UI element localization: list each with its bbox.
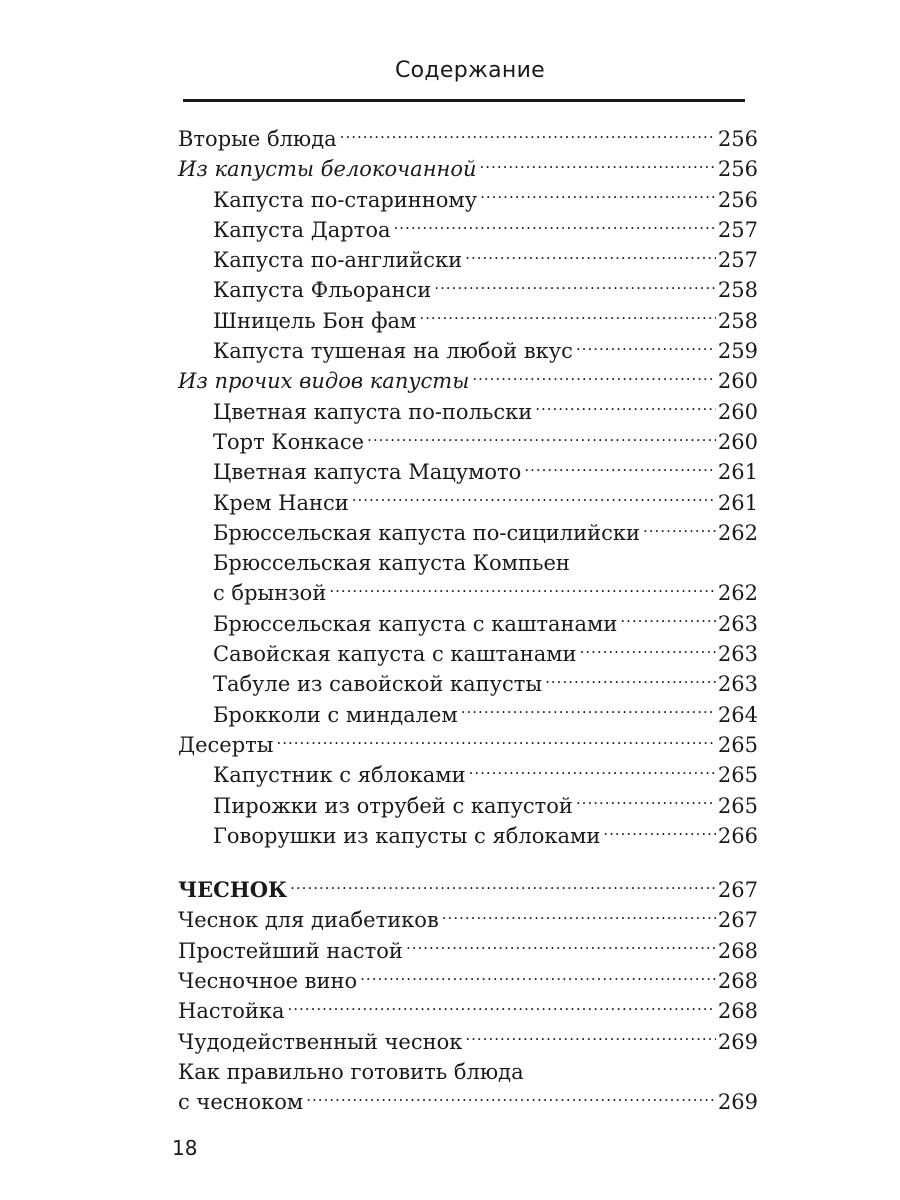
toc-leader-dots <box>442 906 716 927</box>
toc-entry-page: 257 <box>717 248 758 273</box>
toc-entry-page: 269 <box>717 1090 758 1115</box>
toc-leader-dots <box>480 186 716 207</box>
toc-entry <box>178 1027 758 1057</box>
toc-entry <box>178 936 758 966</box>
toc-entry-title: Шницель Бон фам <box>213 308 417 333</box>
toc-entry-title: Цветная капуста по-польски <box>213 399 533 424</box>
toc-leader-dots <box>288 997 716 1018</box>
toc-entry <box>178 1087 758 1117</box>
toc-entry-page: 256 <box>717 127 758 151</box>
toc-entry-title: Брюссельская капуста по-сицилийски <box>213 520 640 545</box>
toc-leader-dots <box>620 610 716 631</box>
toc-entry-page: 268 <box>717 969 758 994</box>
toc-entry-title: Капуста тушеная на любой вкус <box>213 339 573 364</box>
toc-entry <box>178 336 758 366</box>
toc-leader-dots <box>360 967 716 988</box>
toc-leader-dots <box>290 876 716 897</box>
toc-leader-dots <box>465 1028 716 1049</box>
toc-entry-page: 257 <box>717 217 758 242</box>
toc-entry <box>178 275 758 305</box>
toc-leader-dots <box>329 579 716 600</box>
toc-entry <box>178 639 758 669</box>
toc-leader-dots <box>643 519 716 540</box>
toc-leader-dots <box>576 792 716 813</box>
toc-entry <box>178 966 758 996</box>
toc-entry-page: 261 <box>717 490 758 515</box>
toc-entry-page: 268 <box>717 999 758 1024</box>
toc-entry <box>178 245 758 275</box>
toc-leader-dots <box>406 937 716 958</box>
toc-entry-title: Торт Конкасе <box>213 429 365 454</box>
toc-entry <box>178 996 758 1026</box>
toc-leader-dots <box>340 125 716 146</box>
toc-entry <box>178 215 758 245</box>
toc-entry-title: Цветная капуста Мацумото <box>213 460 522 485</box>
toc-entry-title: Как правильно готовить блюда <box>178 1059 524 1084</box>
toc-leader-dots <box>419 307 716 328</box>
toc-entry-title: Брюссельская капуста Компьен <box>213 551 570 576</box>
toc-entry-title: Капуста Фльоранси <box>213 278 432 303</box>
toc-entry-page: 258 <box>717 278 758 303</box>
toc-entry-page: 262 <box>717 581 758 606</box>
toc-entry-page: 258 <box>717 308 758 333</box>
page-number: 18 <box>172 1136 198 1160</box>
toc-leader-dots <box>394 216 716 237</box>
toc-entry-page: 256 <box>717 157 758 182</box>
toc-entry-title: Капуста по-старинному <box>213 187 478 212</box>
toc-entry-title: Настойка <box>178 999 285 1024</box>
section-gap <box>178 851 758 875</box>
toc-leader-dots <box>603 822 716 843</box>
toc-entry-title: Брюссельская капуста с каштанами <box>213 611 618 636</box>
toc-entry <box>178 1057 758 1087</box>
toc-entry-title: Табуле из савойской капусты <box>213 672 543 697</box>
toc-entry-title: ЧЕСНОК <box>178 877 288 903</box>
toc-leader-dots <box>576 337 716 358</box>
toc-entry-title: Капуста Дартоа <box>213 217 391 242</box>
toc-entry-page: 266 <box>717 823 758 848</box>
toc-entry-page: 269 <box>717 1029 758 1054</box>
toc-entry <box>178 821 758 851</box>
toc-entry <box>178 518 758 548</box>
toc-entry <box>178 791 758 821</box>
toc-entry-page: 267 <box>717 878 758 903</box>
toc-entry <box>178 609 758 639</box>
toc-entry <box>178 306 758 336</box>
table-of-contents <box>178 124 758 1118</box>
toc-entry-title: Простейший настой <box>178 938 403 963</box>
toc-leader-dots <box>472 367 716 388</box>
toc-entry <box>178 154 758 184</box>
toc-entry-page: 265 <box>717 763 758 788</box>
toc-entry-title: Говорушки из капусты с яблоками <box>213 823 601 848</box>
toc-group-garlic <box>178 875 758 1117</box>
toc-leader-dots <box>524 458 716 479</box>
toc-entry-page: 265 <box>717 793 758 818</box>
toc-group-cabbage <box>178 124 758 851</box>
toc-entry-title: Чеснок для диабетиков <box>178 908 439 933</box>
toc-entry-page: 265 <box>717 732 758 757</box>
toc-entry-title: с брынзой <box>213 581 327 606</box>
toc-entry-title: Из прочих видов капусты <box>178 369 470 394</box>
toc-entry <box>178 578 758 608</box>
toc-leader-dots <box>461 701 716 722</box>
toc-entry-title: Савойская капуста с каштанами <box>213 642 577 667</box>
toc-entry-page: 260 <box>717 369 758 394</box>
toc-leader-dots <box>480 155 716 176</box>
toc-entry <box>178 397 758 427</box>
toc-entry-title: Чудодейственный чеснок <box>178 1029 463 1054</box>
toc-entry-page: 260 <box>717 429 758 454</box>
toc-entry-title: Чесночное вино <box>178 969 358 994</box>
page-header-title: Содержание <box>394 58 546 83</box>
toc-leader-dots <box>367 428 716 449</box>
toc-entry <box>178 760 758 790</box>
toc-entry-title: Капустник с яблоками <box>213 763 466 788</box>
toc-entry-title: с чесноком <box>178 1090 304 1115</box>
toc-entry-page: 260 <box>717 399 758 424</box>
toc-entry-page: 259 <box>717 339 758 364</box>
toc-entry-page: 267 <box>717 908 758 933</box>
toc-leader-dots <box>434 276 716 297</box>
toc-entry-title: Из капусты белокочанной <box>178 157 477 182</box>
toc-entry-title: Капуста по-английски <box>213 248 463 273</box>
toc-leader-dots <box>580 640 716 661</box>
toc-leader-dots <box>545 670 716 691</box>
toc-entry <box>178 548 758 578</box>
toc-entry-title: Десерты <box>178 732 274 757</box>
toc-entry-title: Вторые блюда <box>178 127 337 151</box>
toc-entry <box>178 905 758 935</box>
toc-entry-title: Крем Нанси <box>213 490 349 515</box>
toc-entry <box>178 427 758 457</box>
toc-entry <box>178 124 758 154</box>
toc-entry-title: Брокколи с миндалем <box>213 702 458 727</box>
toc-leader-dots <box>465 246 716 267</box>
toc-entry <box>178 185 758 215</box>
toc-leader-dots <box>535 398 716 419</box>
toc-leader-dots <box>306 1088 716 1109</box>
toc-entry <box>178 488 758 518</box>
toc-entry <box>178 875 758 905</box>
toc-entry-page: 264 <box>717 702 758 727</box>
toc-entry-page: 256 <box>717 187 758 212</box>
toc-entry-page: 262 <box>717 520 758 545</box>
toc-entry-title: Пирожки из отрубей с капустой <box>213 793 573 818</box>
toc-entry-page: 263 <box>717 611 758 636</box>
toc-entry <box>178 366 758 396</box>
toc-entry <box>178 457 758 487</box>
toc-entry <box>178 669 758 699</box>
header-rule <box>183 99 745 102</box>
toc-entry-page: 263 <box>717 672 758 697</box>
toc-leader-dots <box>352 489 716 510</box>
toc-leader-dots <box>276 731 715 752</box>
toc-entry-page: 263 <box>717 642 758 667</box>
toc-entry <box>178 730 758 760</box>
toc-entry <box>178 700 758 730</box>
toc-entry-page: 268 <box>717 938 758 963</box>
toc-leader-dots <box>469 761 716 782</box>
toc-entry-page: 261 <box>717 460 758 485</box>
